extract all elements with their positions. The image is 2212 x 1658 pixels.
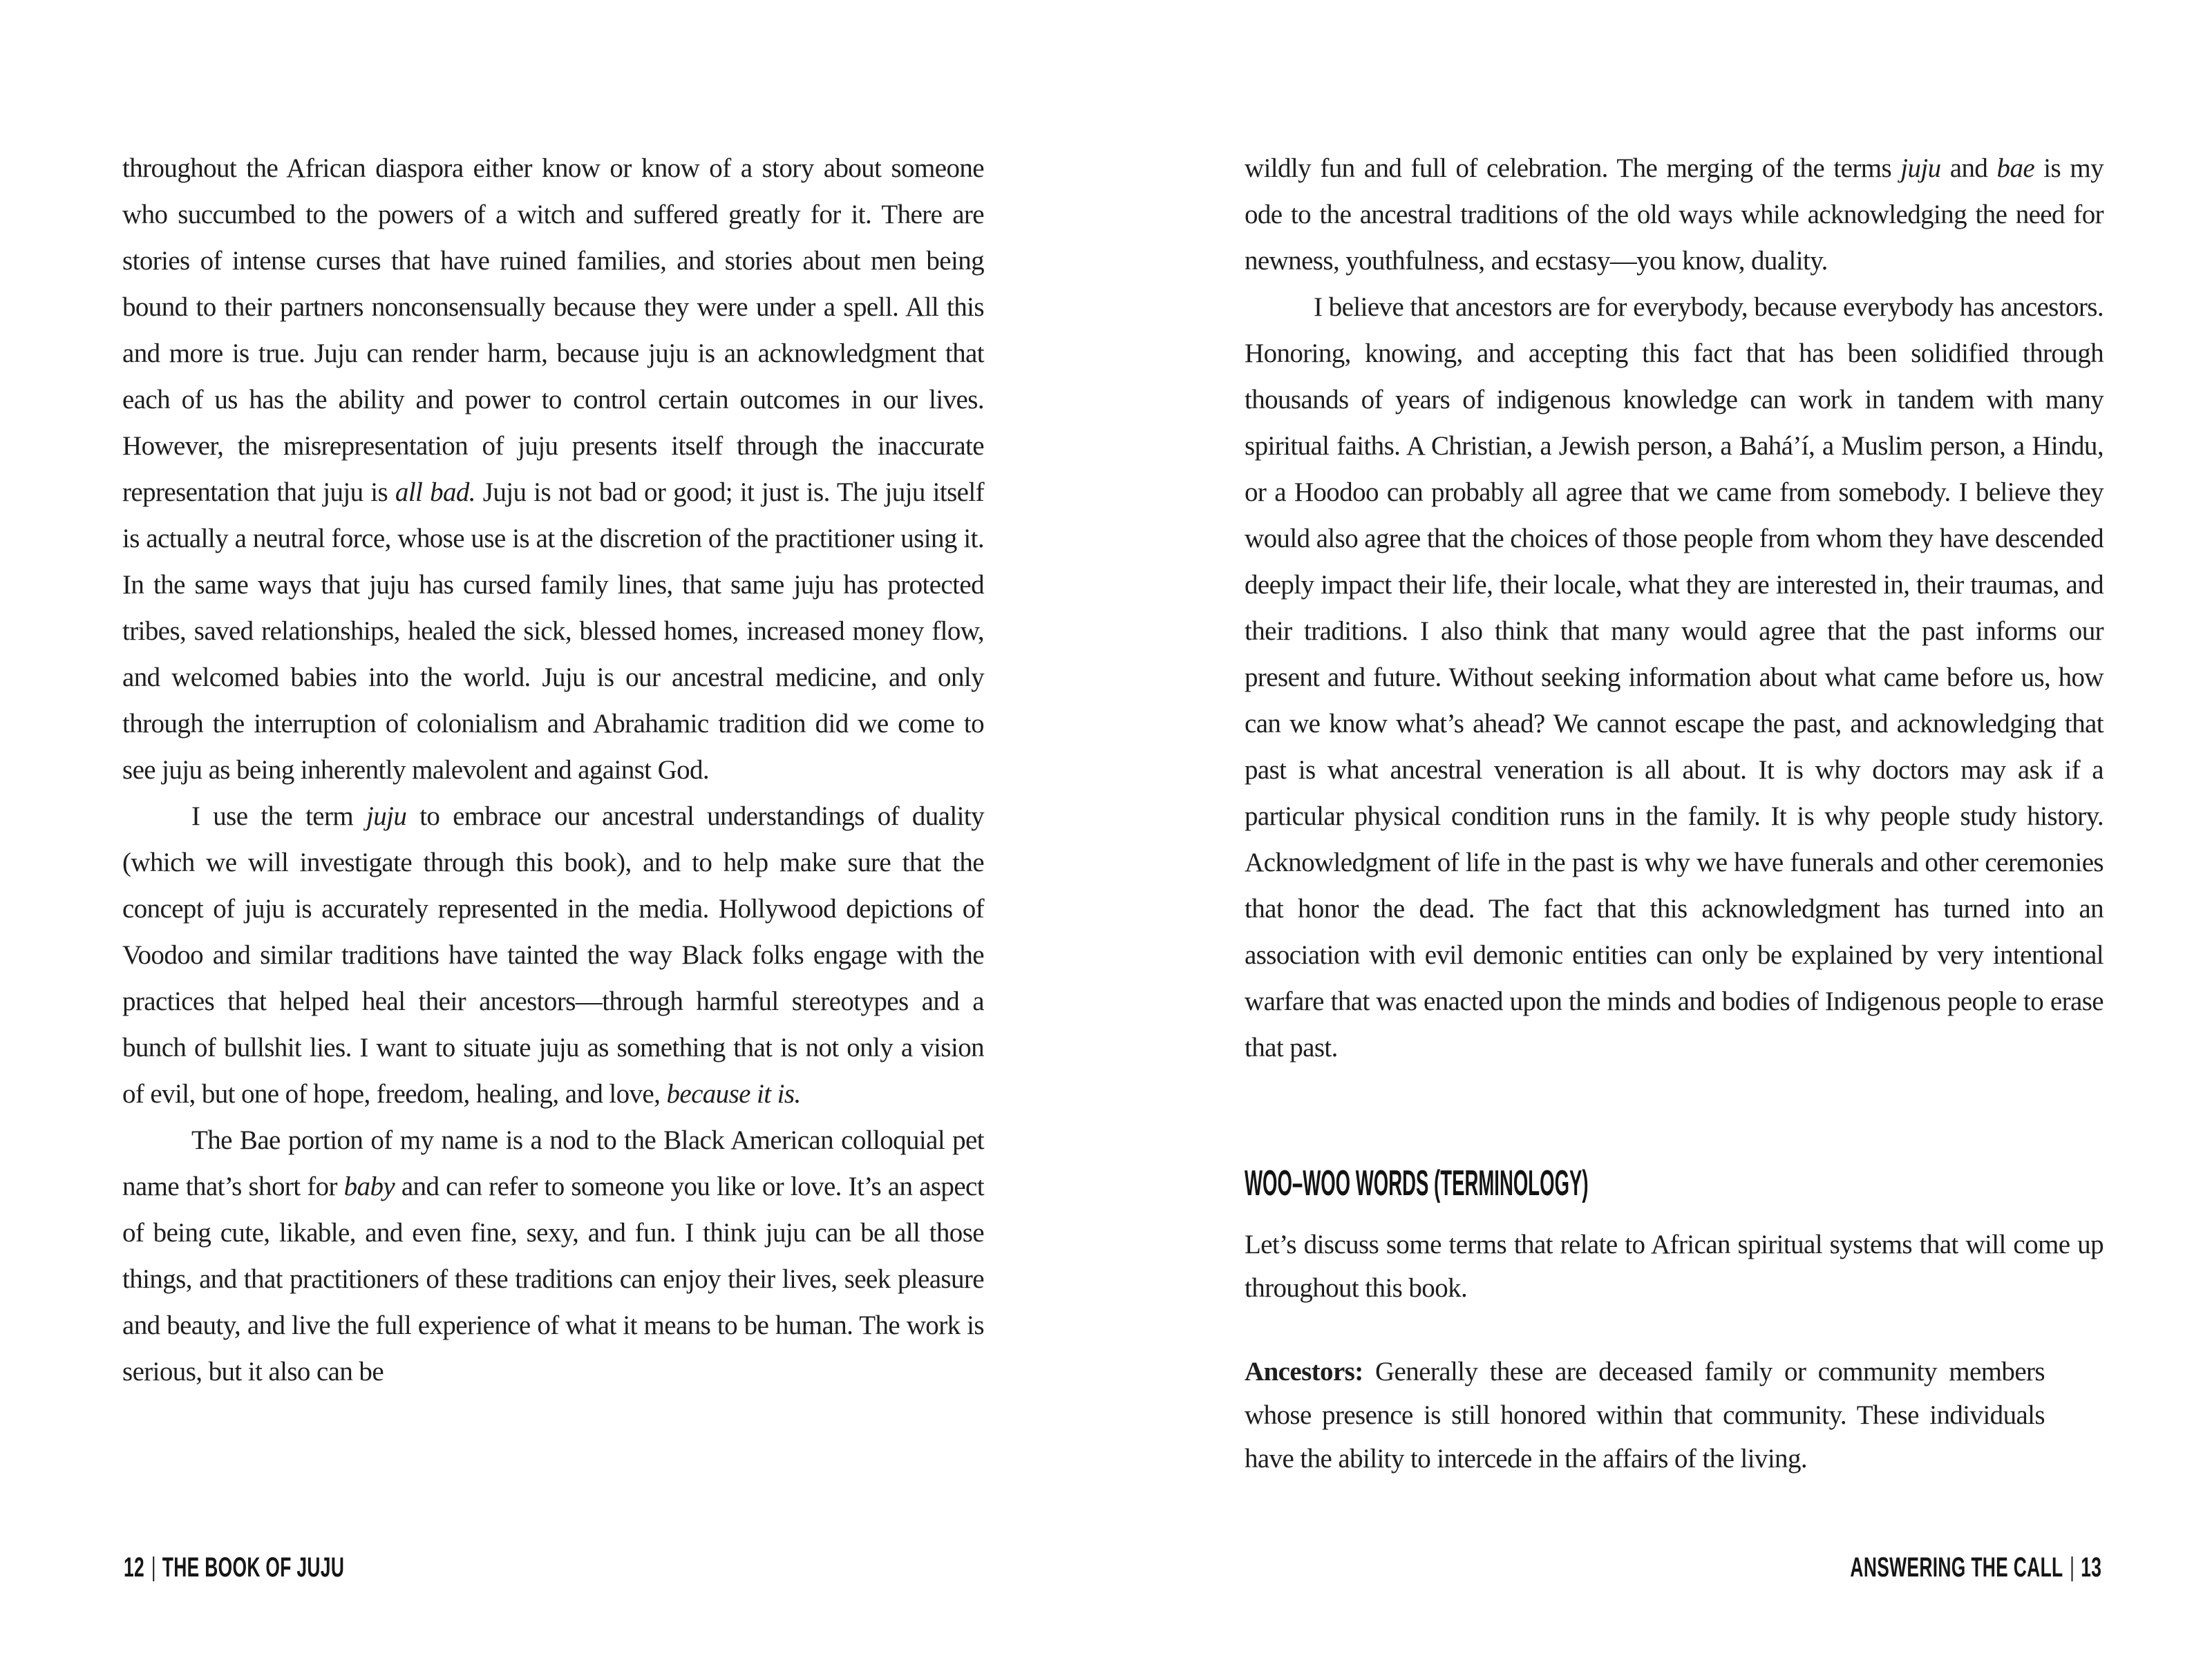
text-segment: all bad. bbox=[395, 477, 475, 507]
book-title-footer: THE BOOK OF JUJU bbox=[162, 1552, 345, 1583]
footer-separator bbox=[2071, 1556, 2072, 1581]
text-segment: juju bbox=[366, 801, 407, 831]
text-segment: because it is. bbox=[666, 1079, 801, 1109]
paragraph bbox=[1245, 145, 2104, 284]
terminology-section bbox=[1245, 1163, 2104, 1480]
right-text-column bbox=[1245, 145, 2104, 1071]
text-segment: throughout the African diaspora either know or know of a story about someone who succumbed to the powers of a witch and suffered greatly for it. There are stories of intense curses that have ruined families, and stories about men being bound to their partners nonconsensually because they were under a spell. All this and more is true. Juju can render harm, because juju is an acknowledgment that each of us has the ability and power to control certain outcomes in our lives. However, the misrepresentation of juju presents itself through the inaccurate representation that juju is bbox=[122, 153, 984, 507]
section-intro-paragraph bbox=[1245, 1223, 2104, 1310]
paragraph bbox=[1245, 284, 2104, 1071]
text-segment: Ancestors: bbox=[1245, 1357, 1363, 1387]
footer-separator bbox=[153, 1556, 154, 1581]
text-segment: I believe that ancestors are for everybody, because everybody has ancestors. Honoring, knowing, and accepting this fact that has been solidified through thousands of years of indigenous knowledge can work in tandem with many spiritual faiths. A Christian, a Jewish person, a Bahá’í, a Muslim person, a Hindu, or a Hoodoo can probably all agree that we came from somebody. I believe they would also agree that the choices of those people from whom they have descended deeply impact their life, their locale, what they are interested in, their traumas, and their traditions. I also think that many would agree that the past informs our present and future. Without seeking information about what came before us, how can we know what’s ahead? We cannot escape the past, and acknowledging that past is what ancestral veneration is all about. It is why doctors may ask if a particular physical condition runs in the family. It is why people study history. Acknowledgment of life in the past is why we have funerals and other ceremonies that honor the dead. The fact that this acknowledgment has turned into an association with evil demonic entities can only be explained by very intentional warfare that was enacted upon the minds and bodies of Indigenous people to erase that past. bbox=[1245, 292, 2104, 1063]
paragraph bbox=[122, 1117, 984, 1395]
text-segment: I use the term bbox=[191, 801, 367, 831]
text-segment: is my ode to the ancestral traditions of the old ways while acknowledging the need for newness, youthfulness, and ecstasy—you know, duality. bbox=[1245, 153, 2104, 276]
text-segment: and can refer to someone you like or love. It’s an aspect of being cute, likable, and even fine, sexy, and fun. I think juju can be all those things, and that practitioners of these traditions can enjoy their lives, seek pleasure and beauty, and live the full experience of what it means to be human. The work is serious, but it also can be bbox=[122, 1172, 984, 1387]
section-heading: WOO–WOO WORDS (TERMINOLOGY) bbox=[1245, 1163, 1589, 1203]
text-segment: juju bbox=[1900, 153, 1941, 183]
text-segment: Juju is not bad or good; it just is. The juju itself is actually a neutral force, whose use is at the discretion of the practitioner using it. In the same ways that juju has cursed family lines, that same juju has protected tribes, saved relationships, healed the sick, blessed homes, increased money flow, and welcomed babies into the world. Juju is our ancestral medicine, and only through the interruption of colonialism and Abrahamic tradition did we come to see juju as being inherently malevolent and against God. bbox=[122, 477, 984, 785]
text-segment: to embrace our ancestral understandings of duality (which we will investigate through this book), and to help make sure that the concept of juju is accurately represented in the media. Hollywood depictions of Voodoo and similar traditions have tainted the way Black folks engage with the practices that helped heal their ancestors—through harmful stereotypes and a bunch of bullshit lies. I want to situate juju as something that is not only a vision of evil, but one of hope, freedom, healing, and love, bbox=[122, 801, 984, 1109]
text-segment: baby bbox=[343, 1172, 395, 1201]
chapter-title-footer: ANSWERING THE CALL bbox=[1850, 1552, 2063, 1583]
text-segment: wildly fun and full of celebration. The merging of the terms bbox=[1245, 153, 1901, 183]
text-segment: Generally these are deceased family or community members whose presence is still honored within that community. These individuals have the ability to intercede in the affairs of the living. bbox=[1245, 1357, 2045, 1474]
text-segment: Let’s discuss some terms that relate to African spiritual systems that will come up throughout this book. bbox=[1245, 1230, 2104, 1303]
definition-ancestors-paragraph bbox=[1245, 1350, 2104, 1480]
page-number-right: 13 bbox=[2080, 1552, 2101, 1583]
paragraph bbox=[122, 793, 984, 1117]
left-running-footer bbox=[124, 1552, 344, 1583]
text-segment: and bbox=[1940, 153, 1997, 183]
page-number-left: 12 bbox=[124, 1552, 145, 1583]
left-text-column bbox=[122, 145, 984, 1395]
right-running-footer bbox=[1850, 1552, 2101, 1583]
paragraph bbox=[122, 145, 984, 793]
text-segment: bae bbox=[1996, 153, 2035, 183]
text-segment: The Bae portion of my name is a nod to the Black American colloquial pet name that’s short for bbox=[122, 1125, 984, 1201]
